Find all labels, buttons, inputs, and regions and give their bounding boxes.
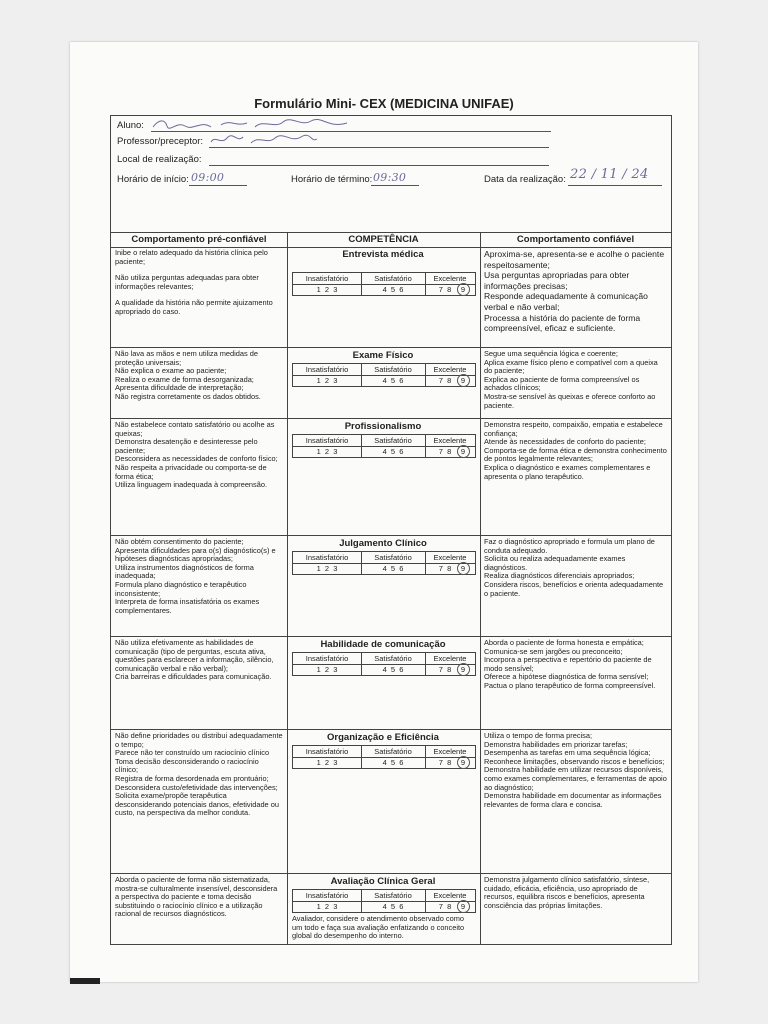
confiavel-cell: [484, 538, 667, 598]
confiavel-item: Desempenha as tarefas em uma sequência lógica;: [484, 748, 651, 758]
scale-label-excelente: Excelente: [433, 365, 467, 374]
pre-confiavel-cell: [115, 538, 283, 615]
column-headers: [111, 232, 671, 248]
confiavel-item: Aborda o paciente de forma honesta e empática;: [484, 638, 644, 647]
pre-confiavel-cell: [115, 876, 283, 919]
confiavel-cell: [484, 732, 667, 809]
section-divider: [111, 636, 671, 637]
divider-right: [480, 232, 481, 944]
confiavel-item: Explica ao paciente de forma compreensível os achados clínicos;: [484, 374, 640, 393]
rating-scale: [292, 551, 476, 575]
preceptor-label: Professor/preceptor:: [117, 136, 204, 147]
scale-label-excelente: Excelente: [433, 891, 467, 900]
scale-option-9[interactable]: 9: [460, 758, 466, 767]
pre-confiavel-item: Não lava as mãos e nem utiliza medidas de proteção universais;: [115, 349, 258, 367]
aluno-row: [117, 120, 144, 132]
scale-option-9[interactable]: 9: [460, 665, 466, 674]
pre-confiavel-item: Não explica o exame ao paciente;: [115, 366, 227, 376]
selected-score-circle: [457, 374, 470, 387]
scale-label-insatisfatorio: Insatisfatório: [305, 654, 349, 663]
competencia-title: Habilidade de comunicação: [320, 639, 446, 650]
confiavel-cell: [484, 350, 667, 410]
selected-score-circle: [457, 756, 470, 769]
confiavel-item: Demonstra habilidades em priorizar tarefas;: [484, 739, 628, 749]
confiavel-item: Explica o diagnóstico e exames complementares e apresenta o plano terapêutico.: [484, 462, 651, 481]
scale-label-excelente: Excelente: [433, 436, 467, 445]
scale-option-9[interactable]: 9: [460, 564, 466, 573]
scale-label-satisfatorio: Satisfatório: [374, 891, 412, 900]
scale-numbers-insatisfatorio[interactable]: 1 2 3: [316, 447, 338, 456]
scale-numbers-satisfatorio[interactable]: 4 5 6: [382, 285, 404, 294]
scale-label-satisfatorio: Satisfatório: [374, 436, 412, 445]
confiavel-item: Utiliza o tempo de forma precisa;: [484, 731, 593, 740]
form-paper: [70, 42, 698, 982]
scale-label-satisfatorio: Satisfatório: [374, 365, 412, 374]
pre-confiavel-cell: [115, 350, 283, 402]
scale-numbers-excelente[interactable]: 7 8: [438, 758, 452, 767]
pre-confiavel-item: Utiliza linguagem inadequada à compreensão.: [115, 480, 268, 490]
confiavel-item: Considera riscos, benefícios e orienta adequadamente o paciente.: [484, 579, 664, 598]
scale-numbers-excelente[interactable]: 7 8: [438, 285, 452, 294]
pre-confiavel-item: Solicita exame/propõe terapêutica desconsiderando potenciais danos, efetividade ou custo, na perspectiva da melhor conduta.: [115, 791, 279, 818]
inicio-row: [117, 171, 225, 186]
scale-numbers-insatisfatorio[interactable]: 1 2 3: [316, 665, 338, 674]
scale-numbers-satisfatorio[interactable]: 4 5 6: [382, 902, 404, 911]
confiavel-cell: [484, 249, 667, 334]
confiavel-item: Responde adequadamente à comunicação verbal e não verbal;: [484, 291, 648, 312]
confiavel-item: Demonstra julgamento clínico satisfatório, síntese, cuidado, eficácia, eficiência, uso apropriado de recursos, equilibra riscos e benefícios, apresenta consciência das próprias limitações.: [484, 875, 650, 910]
pre-confiavel-item: Desconsidera as necessidades de conforto físico;: [115, 454, 278, 464]
scale-numbers-satisfatorio[interactable]: 4 5 6: [382, 564, 404, 573]
selected-score-circle: [457, 562, 470, 575]
confiavel-item: Atende às necessidades de conforto do paciente;: [484, 437, 646, 447]
confiavel-item: Aplica exame físico pleno e compatível com a queixa do paciente;: [484, 357, 658, 376]
preceptor-row: [117, 136, 203, 148]
section-divider: [111, 873, 671, 874]
scale-numbers-insatisfatorio[interactable]: 1 2 3: [316, 902, 338, 911]
selected-score-circle: [457, 445, 470, 458]
scale-numbers-insatisfatorio[interactable]: 1 2 3: [316, 285, 338, 294]
confiavel-item: Processa a história do paciente de forma compreensível, eficaz e suficiente.: [484, 312, 641, 334]
scale-numbers-satisfatorio[interactable]: 4 5 6: [382, 376, 404, 385]
inicio-label: Horário de início:: [117, 174, 189, 185]
scale-numbers-insatisfatorio[interactable]: 1 2 3: [316, 564, 338, 573]
scale-label-insatisfatorio: Insatisfatório: [305, 747, 349, 756]
pre-confiavel-item: Aborda o paciente de forma não sistematizada, mostra-se culturalmente insensível, desconsidera a perspectiva do paciente e toma decisão substituindo o raciocínio clínico e a utilização racional de recursos diagnósticos.: [115, 875, 278, 919]
confiavel-item: Segue uma sequência lógica e coerente;: [484, 349, 618, 358]
local-label: Local de realização:: [117, 154, 202, 165]
pre-confiavel-item: Não utiliza perguntas adequadas para obter informações relevantes;: [115, 273, 259, 291]
section-divider: [111, 347, 671, 348]
confiavel-item: Realiza diagnósticos diferenciais apropriados;: [484, 571, 635, 581]
data-value: 22 / 11 / 24: [570, 167, 649, 182]
confiavel-item: Solicita ou realiza adequadamente exames diagnósticos.: [484, 554, 626, 572]
competencia-title: Julgamento Clínico: [339, 538, 427, 549]
rating-scale: [292, 652, 476, 676]
selected-score-circle: [457, 663, 470, 676]
pre-confiavel-item: Inibe o relato adequado da história clínica pelo paciente;: [115, 248, 268, 266]
pre-confiavel-item: Não utiliza efetivamente as habilidades de comunicação (tipo de perguntas, escuta ativa, questões para esclarecer a informação, silêncio, comunicação verbal e não verbal);: [115, 638, 274, 673]
data-row: [484, 167, 649, 186]
confiavel-cell: [484, 639, 667, 691]
form-sheet: [110, 115, 672, 945]
rating-scale: [292, 363, 476, 387]
scale-option-9[interactable]: 9: [460, 902, 466, 911]
termino-value: 09:30: [373, 171, 407, 184]
scale-label-satisfatorio: Satisfatório: [374, 747, 412, 756]
confiavel-item: Demonstra respeito, compaixão, empatia e estabelece confiança;: [484, 420, 663, 438]
confiavel-item: Demonstra habilidade em documentar as informações relevantes de forma clara e concisa.: [484, 791, 662, 809]
termino-label: Horário de término:: [291, 174, 373, 185]
scale-option-9[interactable]: 9: [460, 285, 466, 294]
rating-scale: [292, 889, 476, 913]
termino-row: [291, 171, 407, 186]
confiavel-item: Aproxima-se, apresenta-se e acolhe o paciente respeitosamente;: [484, 249, 665, 270]
divider-left: [287, 232, 288, 944]
local-row: [117, 154, 202, 166]
pre-confiavel-item: Interpreta de forma insatisfatória os exames complementares.: [115, 597, 260, 615]
scale-numbers-satisfatorio[interactable]: 4 5 6: [382, 447, 404, 456]
aluno-signature: [151, 117, 351, 131]
confiavel-cell: [484, 876, 667, 910]
pre-confiavel-item: Apresenta dificuldades para o(s) diagnóstico(s) e hipóteses diagnósticas apropriadas;: [115, 545, 276, 564]
confiavel-item: Reconhece limitações, observando riscos e benefícios;: [484, 756, 665, 766]
pre-confiavel-item: Toma decisão desconsiderando o raciocínio clínico;: [115, 756, 259, 775]
header-conf: Comportamento confiável: [516, 234, 635, 245]
data-label: Data da realização:: [484, 174, 566, 185]
scale-label-insatisfatorio: Insatisfatório: [305, 891, 349, 900]
scale-label-excelente: Excelente: [433, 747, 467, 756]
pre-confiavel-item: Parece não ter construído um raciocínio clínico: [115, 748, 270, 758]
pre-confiavel-item: Desconsidera custo/efetividade das intervenções;: [115, 782, 278, 792]
scale-label-insatisfatorio: Insatisfatório: [305, 436, 349, 445]
confiavel-item: Oferece a hipótese diagnóstica de forma sensível;: [484, 672, 649, 682]
confiavel-item: Mostra-se sensível às queixas e oferece conforto ao paciente.: [484, 391, 656, 410]
rating-scale: [292, 272, 476, 296]
competencia-title: Profissionalismo: [344, 421, 422, 432]
scale-label-excelente: Excelente: [433, 553, 467, 562]
rating-scale: [292, 745, 476, 769]
pre-confiavel-cell: [115, 732, 283, 818]
scale-label-satisfatorio: Satisfatório: [374, 654, 412, 663]
scale-label-satisfatorio: Satisfatório: [374, 553, 412, 562]
confiavel-item: Comporta-se de forma ética e demonstra conhecimento de pontos legalmente relevantes;: [484, 445, 667, 464]
scale-option-9[interactable]: 9: [460, 376, 466, 385]
pre-confiavel-item: Não respeita a privacidade ou comporta-se de forma ética;: [115, 462, 267, 481]
edge-strip: [70, 978, 100, 984]
header-competencia: COMPETÊNCIA: [348, 234, 419, 245]
section-divider: [111, 418, 671, 419]
inicio-value: 09:00: [191, 171, 225, 184]
pre-confiavel-item: Não obtém consentimento do paciente;: [115, 537, 244, 546]
pre-confiavel-item: Utiliza instrumentos diagnósticos de forma inadequada;: [115, 562, 254, 581]
preceptor-signature: [209, 133, 319, 147]
scale-label-insatisfatorio: Insatisfatório: [305, 553, 349, 562]
rating-scale: [292, 434, 476, 458]
header-pre: Comportamento pré-confiável: [131, 234, 267, 245]
form-title: Formulário Mini- CEX (MEDICINA UNIFAE): [254, 96, 514, 111]
selected-score-circle: [457, 900, 470, 913]
scale-label-insatisfatorio: Insatisfatório: [305, 365, 349, 374]
scale-numbers-excelente[interactable]: 7 8: [438, 564, 452, 573]
competencia-title: Entrevista médica: [342, 249, 424, 260]
pre-confiavel-cell: [115, 249, 283, 317]
scale-numbers-insatisfatorio[interactable]: 1 2 3: [316, 758, 338, 767]
competencia-title: Avaliação Clínica Geral: [330, 876, 436, 887]
pre-confiavel-item: A qualidade da história não permite ajuizamento apropriado do caso.: [115, 298, 273, 316]
confiavel-item: Faz o diagnóstico apropriado e formula um plano de conduta adequado.: [484, 537, 655, 555]
aluno-label: Aluno:: [117, 120, 144, 131]
scale-label-satisfatorio: Satisfatório: [374, 274, 412, 283]
pre-confiavel-item: Não estabelece contato satisfatório ou acolhe as queixas;: [115, 420, 275, 438]
scale-numbers-satisfatorio[interactable]: 4 5 6: [382, 758, 404, 767]
confiavel-item: Incorpora a perspectiva e repertório do paciente de modo sensível;: [484, 655, 652, 673]
section-divider: [111, 729, 671, 730]
pre-confiavel-item: Cria barreiras e dificuldades para comunicação.: [115, 672, 272, 682]
scale-label-insatisfatorio: Insatisfatório: [305, 274, 349, 283]
selected-score-circle: [457, 283, 470, 296]
scale-numbers-excelente[interactable]: 7 8: [438, 665, 452, 674]
scale-option-9[interactable]: 9: [460, 447, 466, 456]
scale-label-excelente: Excelente: [433, 654, 467, 663]
pre-confiavel-item: Formula plano diagnóstico e terapêutico inconsistente;: [115, 579, 247, 598]
pre-confiavel-cell: [115, 421, 283, 490]
competencia-title: Organização e Eficiência: [327, 732, 439, 743]
pre-confiavel-item: Apresenta dificuldade de interpretação;: [115, 383, 244, 393]
pre-confiavel-item: Realiza o exame de forma desorganizada;: [115, 374, 254, 384]
confiavel-item: Demonstra habilidade em utilizar recursos disponíveis, como exames complementares, e ferramentas de apoio ao diagnóstico;: [484, 765, 667, 792]
pre-confiavel-item: Demonstra desatenção e desinteresse pelo paciente;: [115, 437, 258, 455]
confiavel-item: Pactua o plano terapêutico de forma compreensível.: [484, 680, 656, 690]
pre-confiavel-item: Não define prioridades ou distribui adequadamente o tempo;: [115, 731, 283, 749]
section-divider: [111, 535, 671, 536]
scale-label-excelente: Excelente: [433, 274, 467, 283]
pre-confiavel-cell: [115, 639, 283, 682]
confiavel-item: Usa perguntas apropriadas para obter informações precisas;: [484, 270, 630, 291]
scale-numbers-satisfatorio[interactable]: 4 5 6: [382, 665, 404, 674]
competencia-title: Exame Físico: [352, 350, 414, 361]
pre-confiavel-item: Registra de forma desordenada em prontuário;: [115, 773, 269, 783]
scale-numbers-excelente[interactable]: 7 8: [438, 902, 452, 911]
scale-numbers-excelente[interactable]: 7 8: [438, 447, 452, 456]
scale-numbers-insatisfatorio[interactable]: 1 2 3: [316, 376, 338, 385]
avaliador-note: Avaliador, considere o atendimento observado como um todo e faça sua avaliação enfatizando o conceito global do desempenho do interno.: [292, 914, 465, 941]
confiavel-item: Comunica-se sem jargões ou preconceito;: [484, 646, 623, 656]
confiavel-cell: [484, 421, 667, 481]
pre-confiavel-item: Não registra corretamente os dados obtidos.: [115, 391, 261, 401]
scale-numbers-excelente[interactable]: 7 8: [438, 376, 452, 385]
